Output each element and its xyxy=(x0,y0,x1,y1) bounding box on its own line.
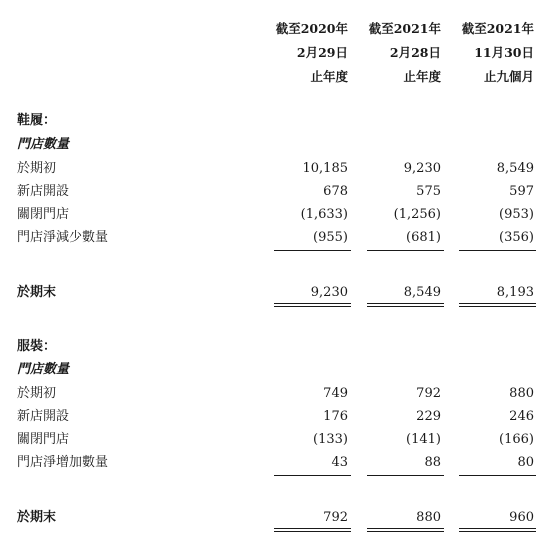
cell-value: 8,549 xyxy=(496,161,534,176)
section-subtitle-apparel xyxy=(0,359,549,381)
cell-value: 88 xyxy=(424,455,441,470)
table-row xyxy=(0,204,549,226)
cell-value: (681) xyxy=(406,230,441,245)
column-header-line: 2月29日 xyxy=(296,45,348,60)
section-title-apparel xyxy=(0,336,549,358)
cell-value: 792 xyxy=(416,386,441,401)
cell-value: 80 xyxy=(517,455,534,470)
cell-value: 10,185 xyxy=(302,161,348,176)
cell-value: 9,230 xyxy=(403,161,441,176)
cell-value: (356) xyxy=(499,230,534,245)
subtotal-rule xyxy=(274,475,351,476)
subtotal-rule xyxy=(274,250,351,251)
cell-value: 960 xyxy=(509,510,534,525)
table-row xyxy=(0,227,549,249)
section-subtitle: 門店數量 xyxy=(17,137,70,152)
section-title: 服裝： xyxy=(17,339,57,354)
subtotal-rule xyxy=(367,250,444,251)
section-subtitle-footwear xyxy=(0,134,549,156)
total-double-rule xyxy=(274,303,351,307)
cell-value: 176 xyxy=(323,409,348,424)
cell-value: 8,549 xyxy=(403,285,441,300)
cell-value: 792 xyxy=(323,510,348,525)
cell-value: 678 xyxy=(323,184,348,199)
row-label: 關閉門店 xyxy=(17,207,70,222)
column-header-line: 止九個月 xyxy=(483,69,534,84)
cell-value: 880 xyxy=(416,510,441,525)
table-row xyxy=(0,383,549,405)
table-row xyxy=(0,452,549,474)
row-label: 新店開設 xyxy=(17,184,70,199)
row-label: 於期末 xyxy=(17,285,57,300)
cell-value: (955) xyxy=(313,230,348,245)
total-double-rule xyxy=(274,528,351,532)
cell-value: (1,256) xyxy=(393,207,441,222)
subtotal-rule xyxy=(367,475,444,476)
column-header-line: 截至2020年 xyxy=(275,21,348,36)
row-label: 新店開設 xyxy=(17,409,70,424)
row-label: 於期初 xyxy=(17,386,57,401)
section-subtitle: 門店數量 xyxy=(17,362,70,377)
row-label: 門店淨增加數量 xyxy=(17,455,109,470)
table-row xyxy=(0,181,549,203)
row-label: 關閉門店 xyxy=(17,432,70,447)
subtotal-rule xyxy=(459,475,536,476)
total-row xyxy=(0,507,549,529)
cell-value: 597 xyxy=(509,184,534,199)
cell-value: 8,193 xyxy=(496,285,534,300)
cell-value: 749 xyxy=(323,386,348,401)
table-row xyxy=(0,429,549,451)
column-header-line: 止年度 xyxy=(403,69,441,84)
cell-value: 9,230 xyxy=(310,285,348,300)
column-header-line: 截至2021年 xyxy=(461,21,534,36)
total-double-rule xyxy=(459,303,536,307)
row-label: 於期末 xyxy=(17,510,57,525)
cell-value: 43 xyxy=(331,455,348,470)
column-header-line: 止年度 xyxy=(310,69,348,84)
row-label: 於期初 xyxy=(17,161,57,176)
section-title: 鞋履： xyxy=(17,113,57,128)
cell-value: (166) xyxy=(499,432,534,447)
cell-value: (141) xyxy=(406,432,441,447)
cell-value: (953) xyxy=(499,207,534,222)
table-row xyxy=(0,406,549,428)
total-double-rule xyxy=(367,303,444,307)
section-title-footwear xyxy=(0,110,549,132)
total-double-rule xyxy=(459,528,536,532)
cell-value: 575 xyxy=(416,184,441,199)
cell-value: (133) xyxy=(313,432,348,447)
cell-value: 880 xyxy=(509,386,534,401)
column-header-line: 截至2021年 xyxy=(368,21,441,36)
subtotal-rule xyxy=(459,250,536,251)
table-row xyxy=(0,158,549,180)
column-header-line: 2月28日 xyxy=(389,45,441,60)
row-label: 門店淨減少數量 xyxy=(17,230,109,245)
cell-value: 229 xyxy=(416,409,441,424)
total-row xyxy=(0,282,549,304)
total-double-rule xyxy=(367,528,444,532)
cell-value: (1,633) xyxy=(300,207,348,222)
column-header-line: 11月30日 xyxy=(474,45,534,60)
cell-value: 246 xyxy=(509,409,534,424)
